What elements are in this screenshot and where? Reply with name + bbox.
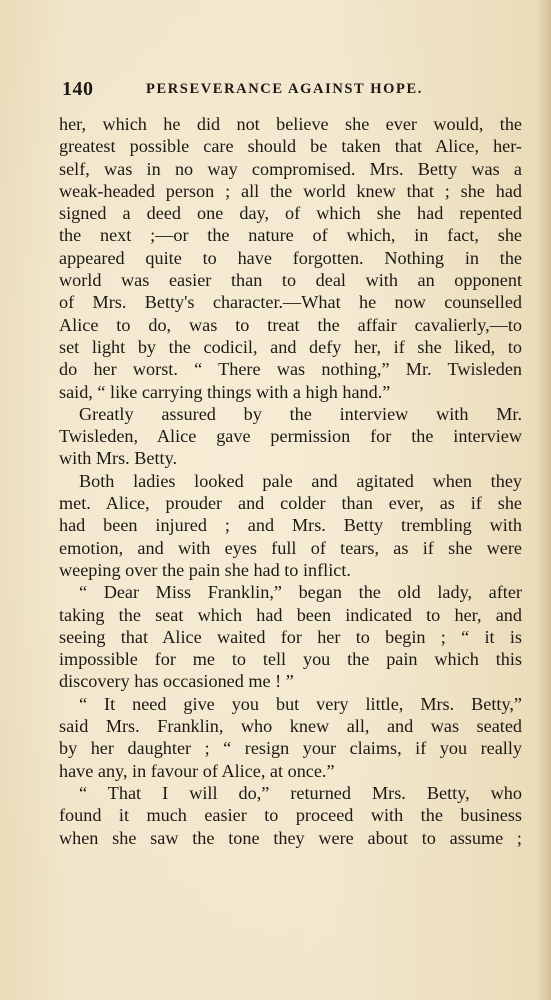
- text-line: of Mrs. Betty's character.—What he now counselled: [59, 292, 522, 313]
- page-number: 140: [62, 78, 94, 100]
- text-line: had been injured ; and Mrs. Betty trembling with: [59, 515, 522, 536]
- text-line: discovery has occasioned me ! ”: [59, 671, 294, 692]
- text-line: Greatly assured by the interview with Mr.: [79, 403, 522, 424]
- text-line: when she saw the tone they were about to assume ;: [59, 827, 522, 848]
- page-edge-shadow: [537, 0, 551, 1000]
- text-line: by her daughter ; “ resign your claims, if you really: [59, 738, 522, 759]
- text-line: taking the seat which had been indicated to her, and: [59, 604, 522, 625]
- text-line: signed a deed one day, of which she had repented: [59, 203, 522, 224]
- text-line: found it much easier to proceed with the business: [59, 805, 522, 826]
- text-line: emotion, and with eyes full of tears, as if she were: [59, 537, 522, 558]
- text-line: have any, in favour of Alice, at once.”: [59, 760, 335, 781]
- text-line: greatest possible care should be taken that Alice, her-: [59, 136, 522, 157]
- text-line: weak-headed person ; all the world knew that ; she had: [59, 180, 522, 201]
- text-line: weeping over the pain she had to inflict.: [59, 559, 351, 580]
- text-line: Twisleden, Alice gave permission for the interview: [59, 426, 522, 447]
- text-line: said Mrs. Franklin, who knew all, and was seated: [59, 716, 522, 737]
- text-line: self, was in no way compromised. Mrs. Betty was a: [59, 158, 522, 179]
- text-line: “ It need give you but very little, Mrs. Betty,”: [79, 693, 522, 714]
- text-line: set light by the codicil, and defy her, if she liked, to: [59, 336, 522, 357]
- body-text: [59, 113, 522, 849]
- text-line: said, “ like carrying things with a high hand.”: [59, 381, 391, 402]
- text-line: “ Dear Miss Franklin,” began the old lady, after: [79, 582, 522, 603]
- text-line: Alice to do, was to treat the affair cavalierly,—to: [59, 314, 522, 335]
- text-line: the next ;—or the nature of which, in fact, she: [59, 225, 522, 246]
- text-line: with Mrs. Betty.: [59, 448, 178, 469]
- text-line: impossible for me to tell you the pain which this: [59, 649, 522, 670]
- text-line: met. Alice, prouder and colder than ever, as if she: [59, 493, 522, 514]
- text-line: do her worst. “ There was nothing,” Mr. Twisleden: [59, 359, 522, 380]
- text-line: Both ladies looked pale and agitated when they: [79, 470, 522, 491]
- text-line: appeared quite to have forgotten. Nothing in the: [59, 247, 522, 268]
- text-line: seeing that Alice waited for her to begin ; “ it is: [59, 626, 522, 647]
- text-line: “ That I will do,” returned Mrs. Betty, who: [79, 782, 522, 803]
- running-head: [62, 78, 494, 100]
- running-title: PERSEVERANCE AGAINST HOPE.: [146, 81, 424, 97]
- text-line: her, which he did not believe she ever would, the: [59, 114, 522, 134]
- text-line: world was easier than to deal with an opponent: [59, 270, 522, 291]
